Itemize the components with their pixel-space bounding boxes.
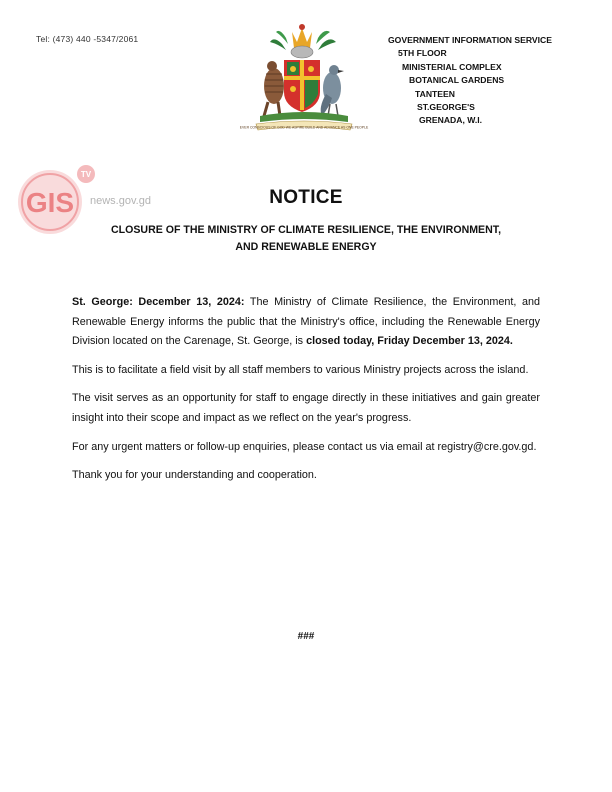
- dateline: St. George: December 13, 2024:: [72, 296, 245, 308]
- grenada-coat-of-arms: [239, 24, 369, 136]
- telephone-number: Tel: (473) 440 -5347/2061: [36, 34, 139, 44]
- address-line: BOTANICAL GARDENS: [409, 75, 505, 86]
- paragraph-4: For any urgent matters or follow-up enquiries, please contact us via email at registry@cre.gov.gd.: [72, 440, 537, 453]
- crest-armadillo: [264, 61, 284, 116]
- address-line: 5TH FLOOR: [398, 48, 447, 59]
- paragraph-1: [72, 293, 540, 352]
- svg-text:GIS: GIS: [25, 187, 75, 218]
- crest-dove: [321, 65, 344, 116]
- crest-shield: [284, 60, 320, 112]
- closure-date: closed today, Friday December 13, 2024.: [306, 335, 513, 348]
- address-line: TANTEEN: [415, 88, 455, 99]
- paragraph-2: This is to facilitate a field visit by all staff members to various Ministry projects across the island.: [72, 363, 529, 376]
- svg-text:news.gov.gd: news.gov.gd: [90, 195, 151, 207]
- notice-subheading: [60, 222, 552, 255]
- paragraph-5: Thank you for your understanding and cooperation.: [72, 469, 317, 482]
- paragraph-1-text: The Ministry of Climate Resilience, the Environment, and Renewable Energy informs the public that the Ministry's office, including the Renewable Energy Division located on the Carenage, St. George, is: [72, 296, 541, 348]
- address-line: GRENADA, W.I.: [419, 115, 483, 126]
- address-line: GOVERNMENT INFORMATION SERVICE: [388, 35, 552, 45]
- gis-address-block: [388, 34, 552, 128]
- subheading-line-1: CLOSURE OF THE MINISTRY OF CLIMATE RESILIENCE, THE ENVIRONMENT,: [110, 224, 502, 236]
- address-line: ST.GEORGE'S: [417, 102, 475, 113]
- svg-text:TV: TV: [80, 170, 92, 179]
- notice-title: NOTICE: [269, 187, 343, 208]
- svg-text:EVER CONSCIOUS OF GOD WE ASPIR: EVER CONSCIOUS OF GOD WE ASPIRE BUILD AND ADVANCE AS ONE PEOPLE: [239, 125, 369, 130]
- end-mark: ###: [297, 631, 315, 642]
- subheading-line-2: AND RENEWABLE ENERGY: [235, 240, 377, 253]
- notice-body: [72, 293, 540, 495]
- address-line: MINISTERIAL COMPLEX: [402, 61, 502, 72]
- paragraph-3: The visit serves as an opportunity for staff to engage directly in these initiatives and gain greater insight into their scope and impact as we reflect on the year's progress.: [72, 392, 540, 424]
